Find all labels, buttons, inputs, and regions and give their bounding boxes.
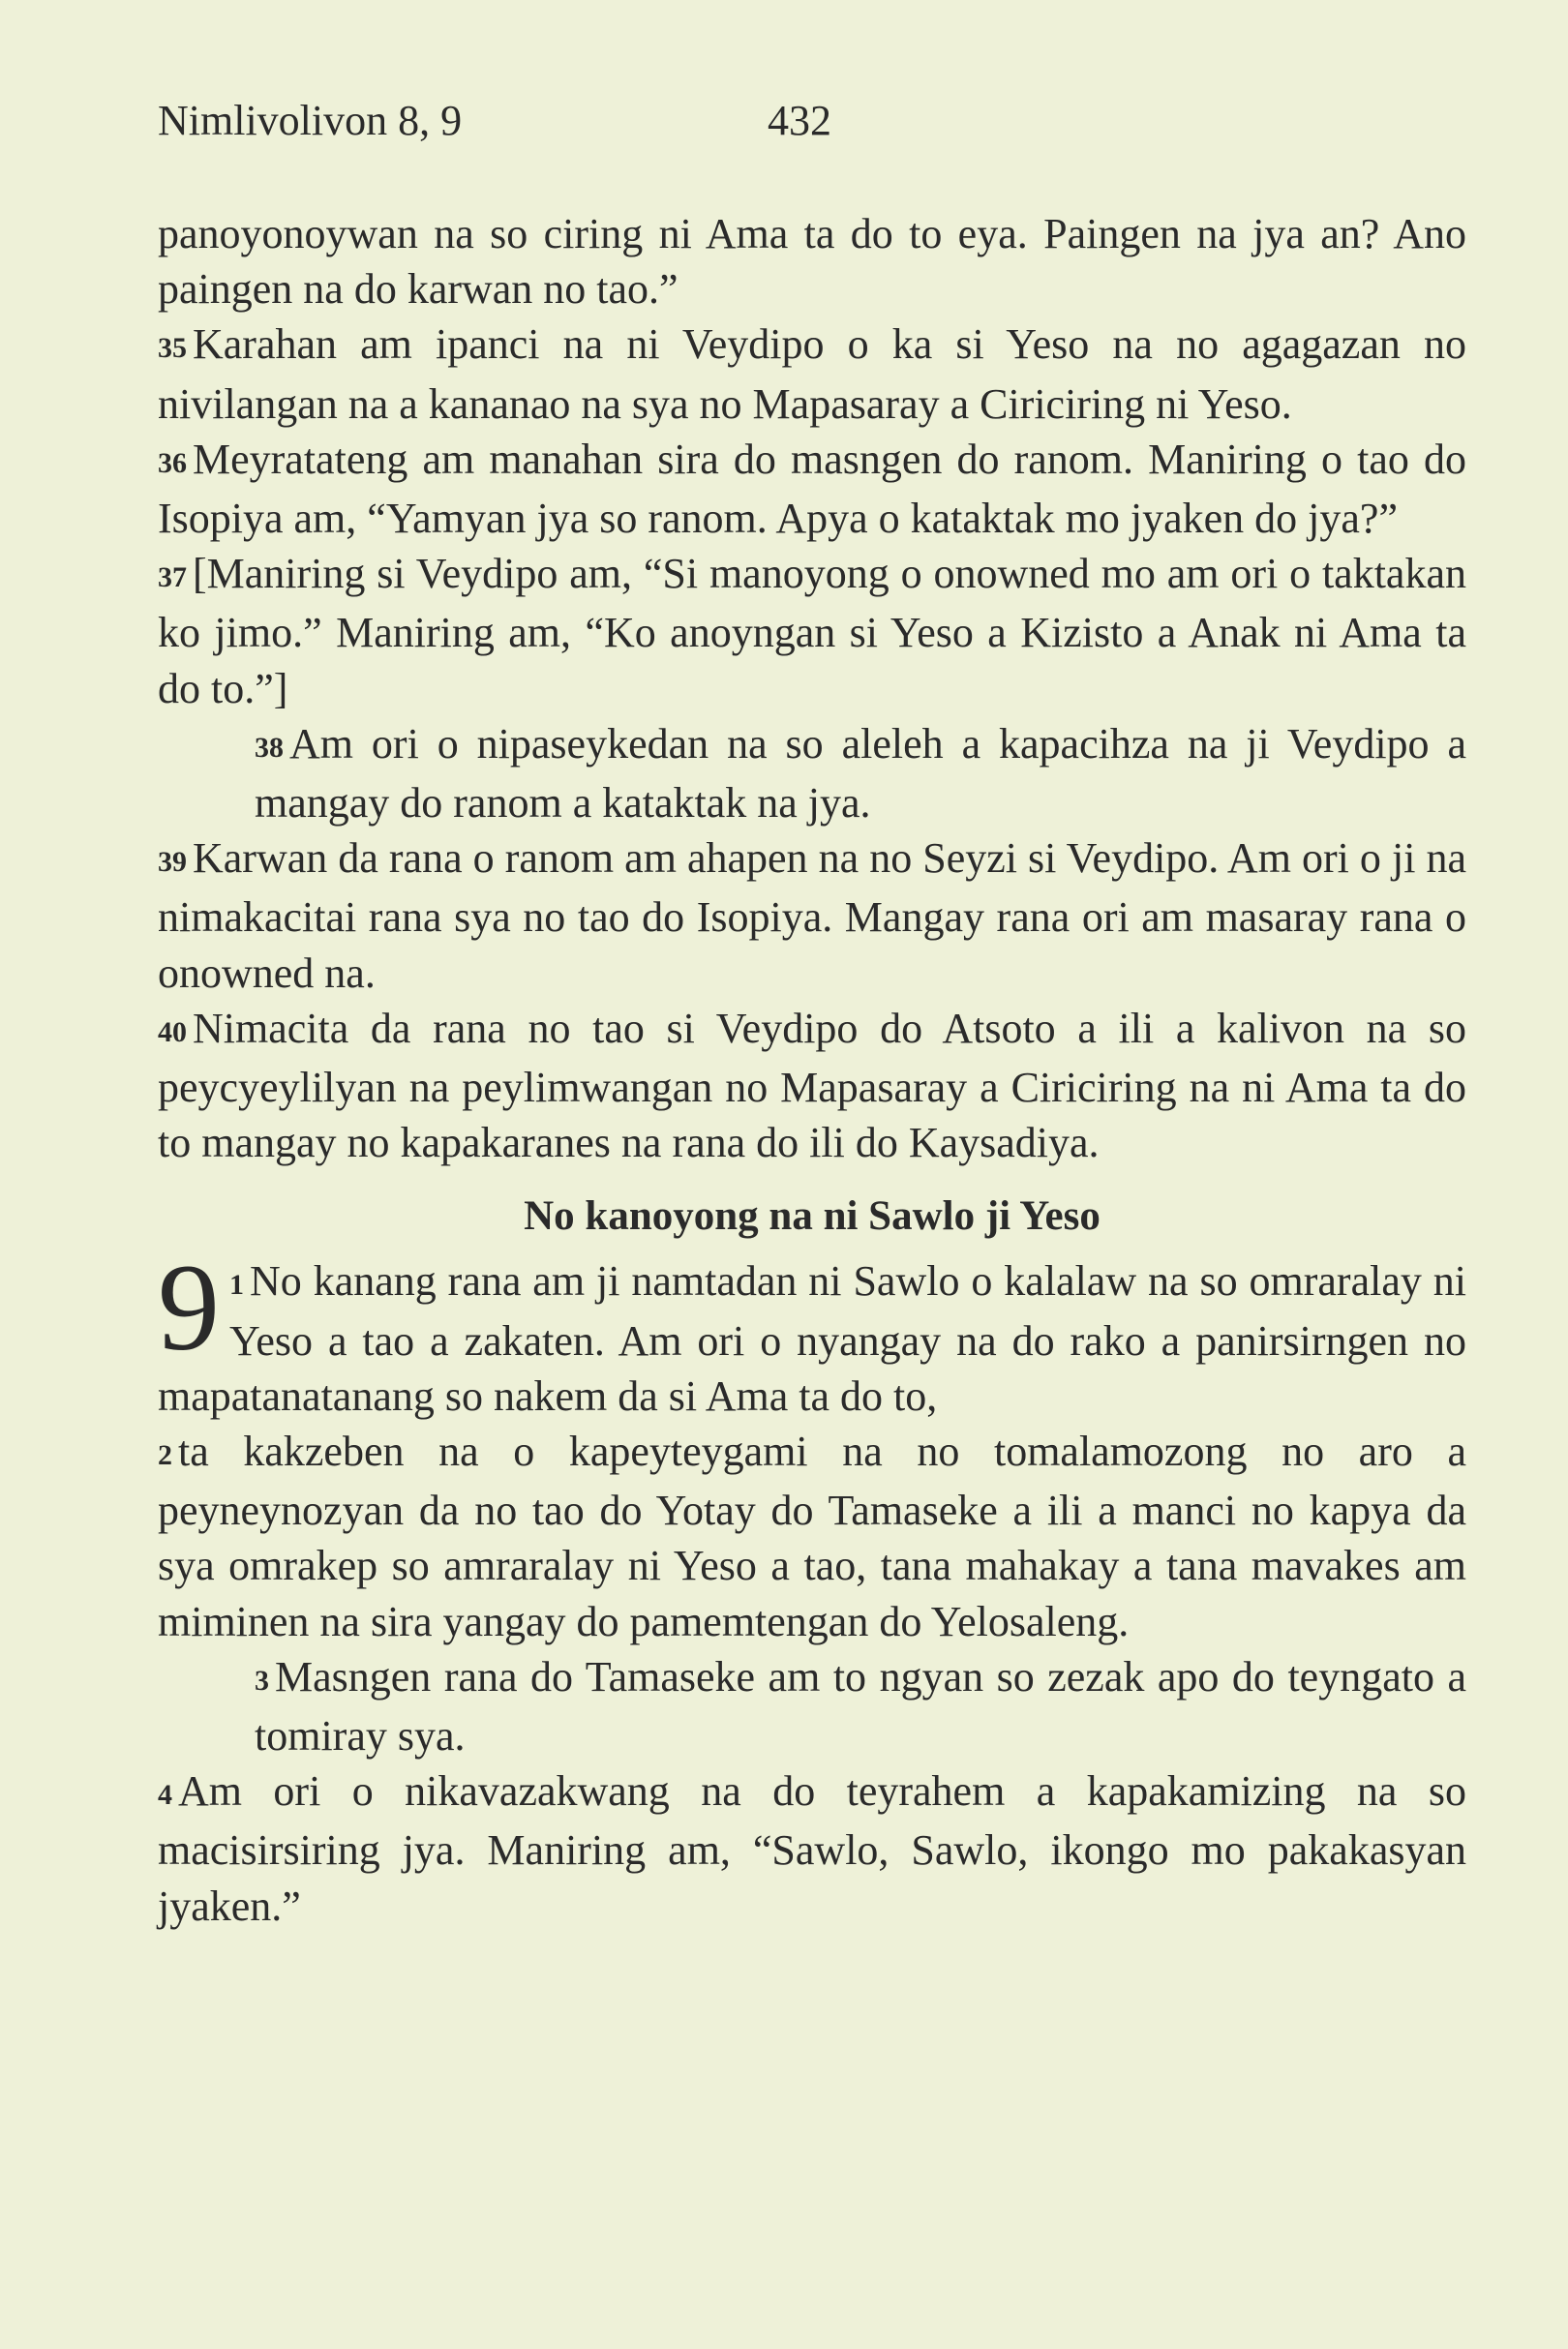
verse-number: 1 xyxy=(229,1269,244,1302)
body-text xyxy=(158,206,1466,1934)
verse-number: 40 xyxy=(158,1015,187,1048)
verse-paragraph xyxy=(158,432,1466,546)
verse-number: 2 xyxy=(158,1439,172,1472)
verse-text: ta kakzeben na o kapeyteygami na no tomalamozong no aro a peyneynozyan da no tao do Yotay do Tamaseke a ili a manci no kapya da sya omrakep so amraralay ni Yeso a tao, tana mahakay a tana mavakes am miminen na sira yangay do pamemtengan do Yelosaleng. xyxy=(158,1428,1466,1645)
verse-text: Karwan da rana o ranom am ahapen na no Seyzi si Veydipo. Am ori o ji na nimakacitai rana sya no tao do Isopiya. Mangay rana ori am masaray rana o onowned na. xyxy=(158,834,1466,997)
verse-paragraph xyxy=(158,1763,1466,1934)
verse-text: Am ori o nikavazakwang na do teyrahem a kapakamizing na so macisirsiring jya. Maniring am, “Sawlo, Sawlo, ikongo mo pakakasyan jyaken.” xyxy=(158,1767,1466,1930)
verse-number: 39 xyxy=(158,846,187,879)
verse-number: 36 xyxy=(158,446,187,479)
verse-number: 4 xyxy=(158,1779,172,1812)
verse-text: Masngen rana do Tamaseke am to ngyan so zezak apo do teyngato a tomiray sya. xyxy=(255,1652,1466,1761)
verse-number: 37 xyxy=(158,561,187,594)
verse-paragraph xyxy=(158,716,1466,830)
verse-paragraph xyxy=(158,206,1466,316)
verse-paragraph xyxy=(158,1649,1466,1763)
verse-text: Karahan am ipanci na ni Veydipo o ka si Yeso na no agagazan no nivilangan na a kananao na sya no Mapasaray a Ciriciring ni Yeso. xyxy=(158,320,1466,428)
page-header xyxy=(158,92,1464,150)
page-number: 432 xyxy=(768,97,831,144)
verse-number: 38 xyxy=(255,731,284,764)
verse-text: Am ori o nipaseykedan na so aleleh a kapacihza na ji Veydipo a mangay do ranom a kataktak na jya. xyxy=(255,719,1466,828)
verse-text: panoyonoywan na so ciring ni Ama ta do to eya. Paingen na jya an? Ano paingen na do karwan no tao.” xyxy=(158,210,1466,314)
verse-text: Nimacita da rana no tao si Veydipo do Atsoto a ili a kalivon na so peycyeylilyan na peylimwangan no Mapasaray a Ciriciring na ni Ama ta do to mangay no kapakaranes na rana do ili do Kaysadiya. xyxy=(158,1004,1466,1167)
verse-number: 3 xyxy=(255,1664,269,1697)
verse-paragraph xyxy=(158,316,1466,431)
verse-text: No kanang rana am ji namtadan ni Sawlo o kalalaw na so omraralay ni Yeso a tao a zakaten. Am ori o nyangay na do rako a panirsirngen no mapatanatanang so nakem da si Ama ta do to, xyxy=(158,1257,1466,1420)
verse-text: Meyratateng am manahan sira do masngen do ranom. Maniring o tao do Isopiya am, “Yamyan jya so ranom. Apya o kataktak mo jyaken do jya?” xyxy=(158,435,1466,543)
book-chapter-reference: Nimlivolivon 8, 9 xyxy=(158,97,463,144)
verse-paragraph xyxy=(158,1239,1466,1424)
verse-number: 35 xyxy=(158,332,187,365)
verse-text: [Maniring si Veydipo am, “Si manoyong o onowned mo am ori o taktakan ko jimo.” Maniring am, “Ko anoyngan si Yeso a Kizisto a Anak ni Ama ta do to.”] xyxy=(158,550,1466,712)
verse-paragraph xyxy=(158,546,1466,716)
chapter-number: 9 xyxy=(158,1239,220,1377)
verse-paragraph xyxy=(158,1001,1466,1171)
verse-paragraph xyxy=(158,830,1466,1001)
section-heading: No kanoyong na ni Sawlo ji Yeso xyxy=(524,1193,1101,1240)
verse-paragraph xyxy=(158,1424,1466,1649)
